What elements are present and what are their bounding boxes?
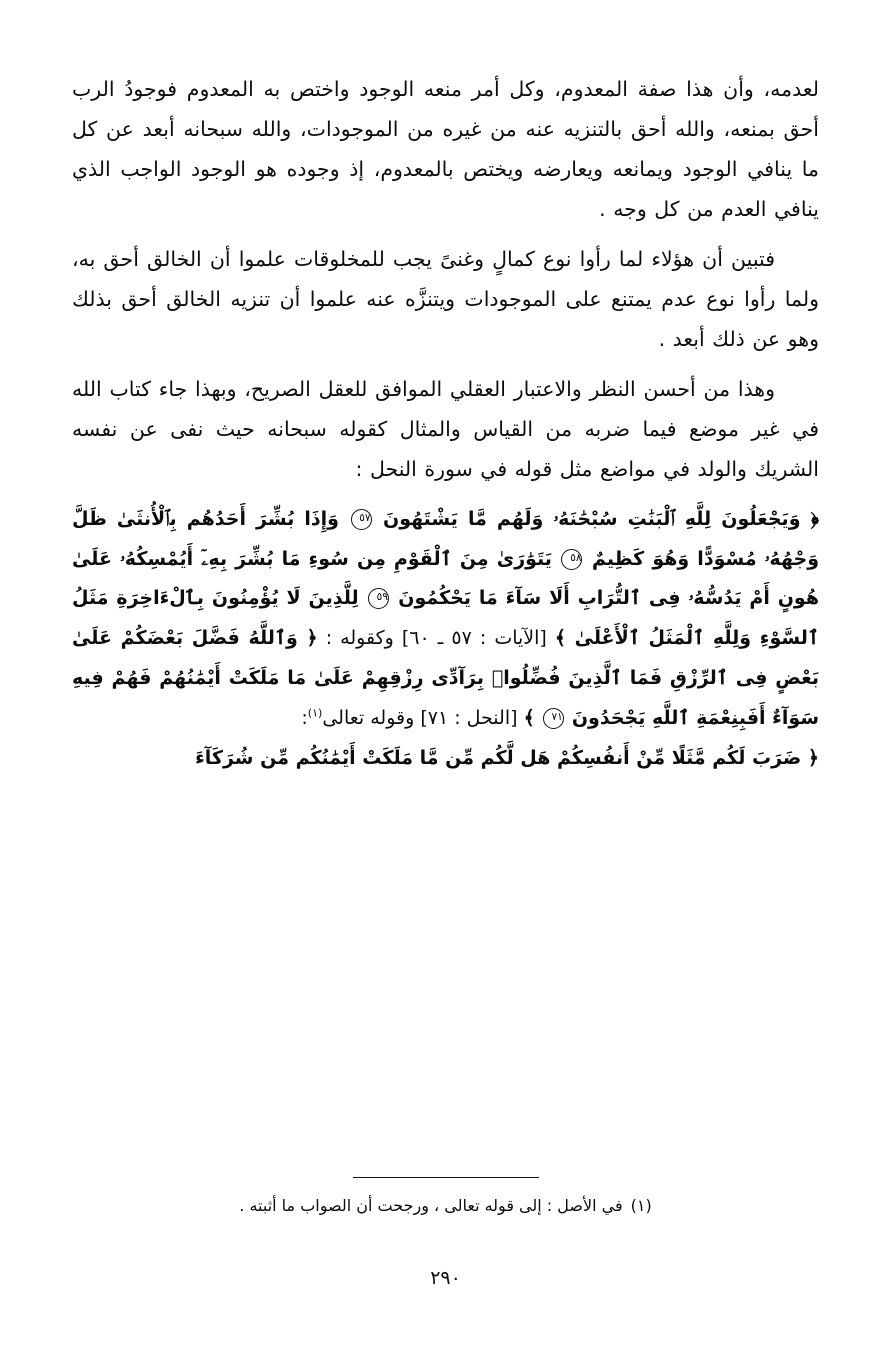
quran-colon-3: : [301,707,308,730]
quran-text-2: ﴿ وَٱللَّهُ فَضَّلَ بَعْضَكُمْ عَلَىٰ بَعْضٍ فِى ٱلرِّزْقِ فَمَا ٱلَّذِينَ فُضِّلُوا۟ بِرَآدِّى رِزْقِهِمْ عَلَىٰ مَا مَلَكَتْ أَيْمَٰنُهُمْ فَهُمْ فِيهِ سَوَآءٌ أَفَبِنِعْمَةِ ٱللَّهِ يَجْحَدُونَ [72,627,819,730]
footnote-1 [72,1192,819,1221]
footnote-area [72,1177,819,1307]
quran-text-1b: وَإِذَا بُشِّرَ أَحَدُهُم بِٱلْأُنثَىٰ ظَلَّ وَجْهُهُۥ مُسْوَدًّا وَهُوَ كَظِيمٌ [72,507,820,570]
quran-reference-1: [الآيات : ٥٧ ـ ٦٠] [401,627,547,650]
quran-text-1a: ﴿ وَيَجْعَلُونَ لِلَّهِ ٱلْبَنَٰتِ سُبْحَٰنَهُۥ وَلَهُم مَّا يَشْتَهُونَ [383,507,819,530]
quran-text-1d: لِلَّذِينَ لَا يُؤْمِنُونَ بِٱلْءَاخِرَةِ مَثَلُ ٱلسَّوْءِ وَلِلَّهِ ٱلْمَثَلُ ٱلْأَعْلَىٰ ﴾ [72,587,819,650]
footnote-number: (١) [630,1196,652,1216]
quran-text-1c: يَتَوَٰرَىٰ مِنَ ٱلْقَوْمِ مِن سُوءِ مَا بُشِّرَ بِهِۦٓ أَيُمْسِكُهُۥ عَلَىٰ هُونٍ أَمْ يَدُسُّهُۥ فِى ٱلتُّرَابِ أَلَا سَآءَ مَا يَحْكُمُونَ [72,547,820,610]
page-number: ٢٩٠ [430,1267,461,1289]
footnote-marker-1: (١) [307,706,323,720]
footnote-divider [353,1177,539,1178]
quran-connector-2: وكقوله : [325,627,394,650]
paragraph-2: فتبين أن هؤلاء لما رأوا نوع كمالٍ وغنىً يجب للمخلوقات علموا أن الخالق أحق به، ولما رأوا نوع عدم يمتنع على الموجودات ويتنزَّه عنه علموا أن تنزيه الخالق أحق بذلك وهو عن ذلك أبعد . [72,246,819,351]
paragraph-3: وهذا من أحسن النظر والاعتبار العقلي الموافق للعقل الصريح، وبهذا جاء كتاب الله في غير موضع فيما ضربه من القياس والمثال كقوله سبحانه حيث نفى عن نفسه الشريك والولد في مواضع مثل قوله في سورة النحل : [72,376,819,481]
footnote-text: في الأصل : إلى قوله تعالى ، ورجحت أن الصواب ما أثبته . [239,1196,623,1216]
ayah-number-58: ٥٨ [561,549,582,570]
ayah-number-59: ٥٩ [368,588,389,609]
quran-connector-3: وقوله تعالى [322,707,415,730]
quran-passage-1 [72,500,819,779]
ayah-number-57: ٥٧ [351,509,372,530]
quran-text-3: ﴿ ضَرَبَ لَكُم مَّثَلًا مِّنْ أَنفُسِكُمْ هَل لَّكُم مِّن مَّا مَلَكَتْ أَيْمَٰنُكُم مِّن شُرَكَآءَ [195,747,819,770]
ayah-number-71: ٧١ [543,708,564,729]
quran-reference-2: [النحل : ٧١] [420,707,518,730]
paragraph-1: لعدمه، وأن هذا صفة المعدوم، وكل أمر منعه الوجود واختص به المعدوم فوجودُ الرب أحق بمنعه، والله أحق بالتنزيه عنه من غيره من الموجودات، والله سبحانه أبعد عن كل ما ينافي الوجود ويمانعه ويعارضه ويختص بالمعدوم، إذ وجوده هو الوجود الواجب الذي ينافي العدم من كل وجه . [72,77,819,221]
quran-close-2: ﴾ [523,707,535,730]
body-text [72,70,819,779]
